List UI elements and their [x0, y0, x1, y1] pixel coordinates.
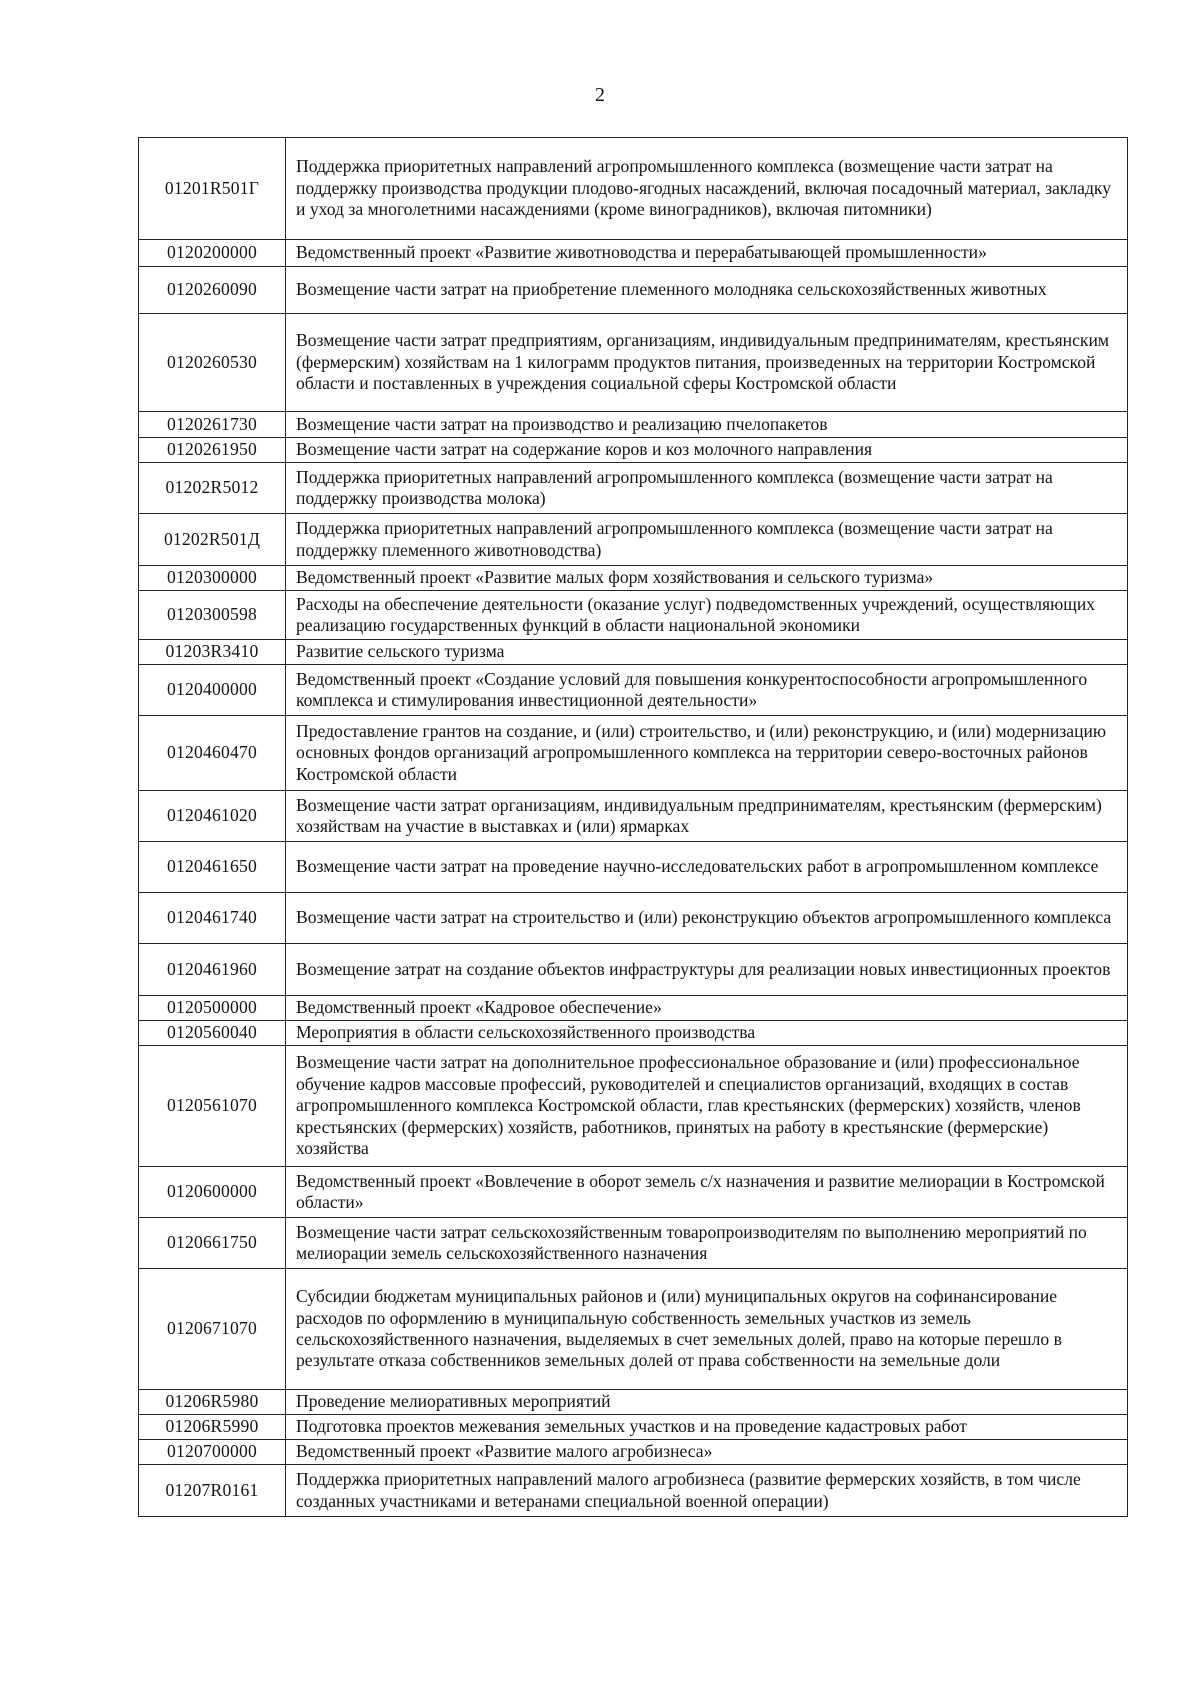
- table-row: [139, 1218, 1128, 1269]
- table-row: [139, 1046, 1128, 1167]
- description-cell: Поддержка приоритетных направлений агропромышленного комплекса (возмещение части затрат на поддержку племенного животноводства): [286, 514, 1128, 566]
- description-cell: Возмещение части затрат организациям, индивидуальным предпринимателям, крестьянским (фермерским) хозяйствам на участие в выставках и (или) ярмарках: [286, 791, 1128, 842]
- table-row: [139, 591, 1128, 640]
- description-cell: Поддержка приоритетных направлений агропромышленного комплекса (возмещение части затрат на поддержку производства молока): [286, 463, 1128, 514]
- code-cell: 0120300598: [139, 591, 286, 640]
- table-row: [139, 566, 1128, 591]
- description-cell: Возмещение части затрат предприятиям, организациям, индивидуальным предпринимателям, крестьянским (фермерским) хозяйствам на 1 килограмм продуктов питания, произведенных на территории Костромской области и поставленных в учреждения социальной сферы Костромской области: [286, 314, 1128, 412]
- code-cell: 0120261730: [139, 412, 286, 438]
- code-cell: 0120560040: [139, 1021, 286, 1046]
- code-cell: 01206R5990: [139, 1415, 286, 1440]
- description-cell: Возмещение части затрат на приобретение племенного молодняка сельскохозяйственных животных: [286, 267, 1128, 314]
- code-cell: 0120700000: [139, 1440, 286, 1465]
- code-cell: 0120500000: [139, 996, 286, 1021]
- table-row: [139, 438, 1128, 463]
- table-row: [139, 314, 1128, 412]
- page-number: 2: [595, 84, 605, 106]
- table-row: [139, 514, 1128, 566]
- description-cell: Ведомственный проект «Кадровое обеспечение»: [286, 996, 1128, 1021]
- description-cell: Возмещение части затрат на дополнительное профессиональное образование и (или) профессиональное обучение кадров массовые профессий, руководителей и специалистов организаций, входящих в состав агропромышленного комплекса Костромской области, глав крестьянских (фермерских) хозяйств, членов крестьянских (фермерских) хозяйств, работников, принятых на работу в крестьянские (фермерские) хозяйства: [286, 1046, 1128, 1167]
- description-cell: Расходы на обеспечение деятельности (оказание услуг) подведомственных учреждений, осуществляющих реализацию государственных функций в области национальной экономики: [286, 591, 1128, 640]
- description-cell: Поддержка приоритетных направлений агропромышленного комплекса (возмещение части затрат на поддержку производства продукции плодово-ягодных насаждений, включая посадочный материал, закладку и уход за многолетними насаждениями (кроме виноградников), включая питомники): [286, 138, 1128, 240]
- table-row: [139, 640, 1128, 665]
- code-cell: 01203R3410: [139, 640, 286, 665]
- code-cell: 0120671070: [139, 1269, 286, 1390]
- code-cell: 0120461740: [139, 893, 286, 944]
- code-cell: 0120460470: [139, 716, 286, 791]
- table-row: [139, 1415, 1128, 1440]
- description-cell: Возмещение части затрат на производство и реализацию пчелопакетов: [286, 412, 1128, 438]
- description-cell: Проведение мелиоративных мероприятий: [286, 1390, 1128, 1415]
- table-row: [139, 996, 1128, 1021]
- description-cell: Поддержка приоритетных направлений малого агробизнеса (развитие фермерских хозяйств, в том числе созданных участниками и ветеранами специальной военной операции): [286, 1465, 1128, 1517]
- description-cell: Ведомственный проект «Развитие малых форм хозяйствования и сельского туризма»: [286, 566, 1128, 591]
- code-cell: 0120400000: [139, 665, 286, 716]
- code-cell: 01207R0161: [139, 1465, 286, 1517]
- table-row: [139, 267, 1128, 314]
- table-row: [139, 1465, 1128, 1517]
- code-cell: 0120461020: [139, 791, 286, 842]
- description-cell: Мероприятия в области сельскохозяйственного производства: [286, 1021, 1128, 1046]
- table-row: [139, 893, 1128, 944]
- code-cell: 01202R5012: [139, 463, 286, 514]
- description-cell: Ведомственный проект «Развитие малого агробизнеса»: [286, 1440, 1128, 1465]
- table-row: [139, 944, 1128, 996]
- code-cell: 01206R5980: [139, 1390, 286, 1415]
- code-cell: 0120600000: [139, 1167, 286, 1218]
- code-cell: 0120200000: [139, 240, 286, 267]
- table-row: [139, 1167, 1128, 1218]
- description-cell: Возмещение части затрат на проведение научно-исследовательских работ в агропромышленном комплексе: [286, 842, 1128, 893]
- budget-classification-table: [138, 137, 1128, 1517]
- code-cell: 0120260090: [139, 267, 286, 314]
- description-cell: Ведомственный проект «Вовлечение в оборот земель с/х назначения и развитие мелиорации в Костромской области»: [286, 1167, 1128, 1218]
- description-cell: Возмещение части затрат сельскохозяйственным товаропроизводителям по выполнению мероприятий по мелиорации земель сельскохозяйственного назначения: [286, 1218, 1128, 1269]
- code-cell: 0120300000: [139, 566, 286, 591]
- table-row: [139, 842, 1128, 893]
- table-row: [139, 665, 1128, 716]
- table-row: [139, 240, 1128, 267]
- code-cell: 0120261950: [139, 438, 286, 463]
- code-cell: 0120661750: [139, 1218, 286, 1269]
- description-cell: Подготовка проектов межевания земельных участков и на проведение кадастровых работ: [286, 1415, 1128, 1440]
- table-row: [139, 412, 1128, 438]
- table-row: [139, 716, 1128, 791]
- code-cell: 0120461650: [139, 842, 286, 893]
- table-row: [139, 463, 1128, 514]
- description-cell: Возмещение части затрат на строительство и (или) реконструкцию объектов агропромышленного комплекса: [286, 893, 1128, 944]
- code-cell: 01201R501Г: [139, 138, 286, 240]
- description-cell: Возмещение части затрат на содержание коров и коз молочного направления: [286, 438, 1128, 463]
- code-cell: 0120461960: [139, 944, 286, 996]
- table-row: [139, 1440, 1128, 1465]
- description-cell: Ведомственный проект «Создание условий для повышения конкурентоспособности агропромышленного комплекса и стимулирования инвестиционной деятельности»: [286, 665, 1128, 716]
- code-cell: 0120561070: [139, 1046, 286, 1167]
- description-cell: Ведомственный проект «Развитие животноводства и перерабатывающей промышленности»: [286, 240, 1128, 267]
- code-cell: 01202R501Д: [139, 514, 286, 566]
- description-cell: Субсидии бюджетам муниципальных районов и (или) муниципальных округов на софинансирование расходов по оформлению в муниципальную собственность земельных участков из земель сельскохозяйственного назначения, выделяемых в счет земельных долей, право на которые перешло в результате отказа собственников земельных долей от права собственности на земельные доли: [286, 1269, 1128, 1390]
- table-row: [139, 1390, 1128, 1415]
- description-cell: Развитие сельского туризма: [286, 640, 1128, 665]
- table-row: [139, 791, 1128, 842]
- table-row: [139, 138, 1128, 240]
- description-cell: Предоставление грантов на создание, и (или) строительство, и (или) реконструкцию, и (или) модернизацию основных фондов организаций агропромышленного комплекса на территории северо-восточных районов Костромской области: [286, 716, 1128, 791]
- code-cell: 0120260530: [139, 314, 286, 412]
- description-cell: Возмещение затрат на создание объектов инфраструктуры для реализации новых инвестиционных проектов: [286, 944, 1128, 996]
- table-row: [139, 1021, 1128, 1046]
- table-row: [139, 1269, 1128, 1390]
